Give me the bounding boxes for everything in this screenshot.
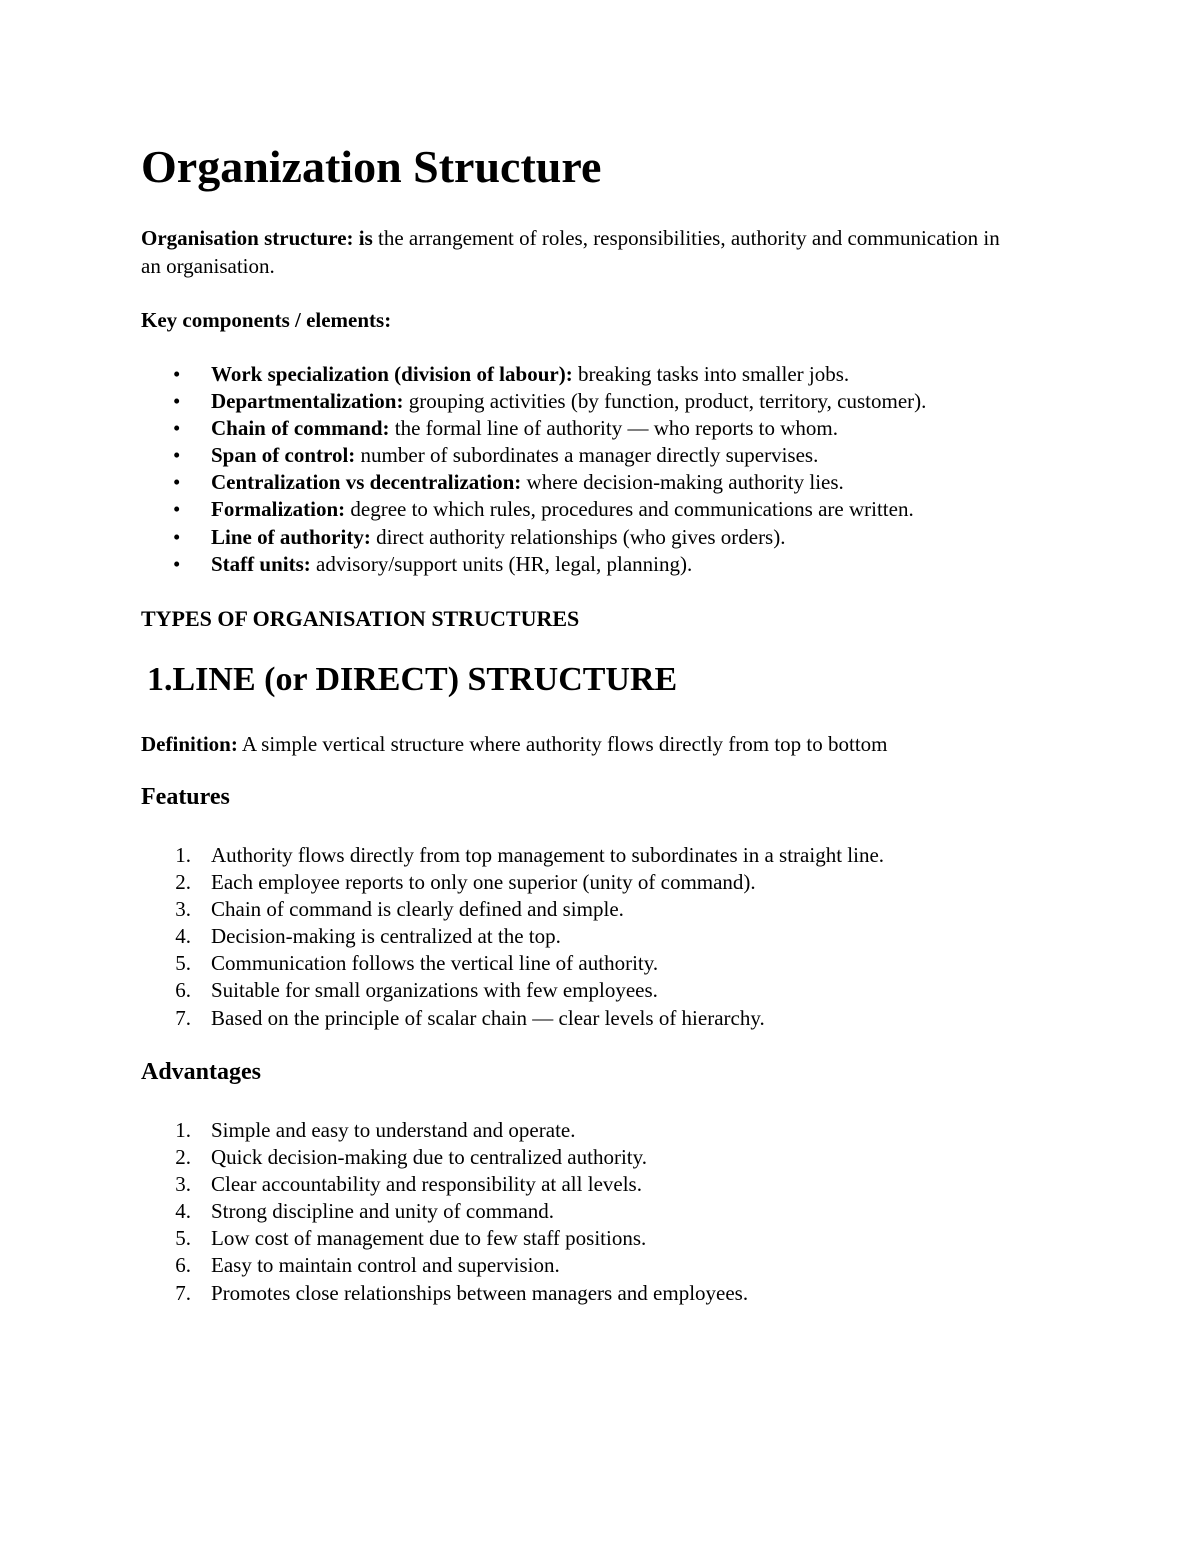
list-number: 3.	[175, 1172, 191, 1197]
list-item	[141, 923, 1041, 950]
component-text: breaking tasks into smaller jobs.	[572, 362, 850, 386]
list-number: 1.	[175, 843, 191, 867]
list-number: 5.	[175, 1226, 191, 1251]
advantages-list	[141, 1117, 1041, 1307]
feature-text: Suitable for small organizations with few employees.	[211, 978, 658, 1003]
component-term: Chain of command:	[211, 416, 390, 441]
bullet-icon: •	[173, 470, 181, 495]
component-term: Departmentalization:	[211, 389, 404, 414]
features-heading: Features	[141, 784, 230, 810]
advantages-heading: Advantages	[141, 1059, 262, 1085]
list-number: 6.	[175, 1253, 191, 1278]
component-text: grouping activities (by function, product, territory, customer).	[403, 389, 927, 414]
features-list	[141, 842, 1041, 1032]
list-item	[141, 361, 1041, 388]
feature-text: Each employee reports to only one superior (unity of command).	[211, 870, 756, 895]
component-term: Centralization vs decentralization:	[211, 470, 522, 495]
list-number: 7.	[175, 1280, 191, 1305]
list-item	[141, 842, 1041, 869]
component-text: direct authority relationships (who gives orders).	[370, 524, 786, 549]
list-number: 6.	[175, 978, 191, 1003]
feature-text: Authority flows directly from top management to subordinates in a straight line.	[211, 843, 885, 867]
definition-term: Organisation structure:	[141, 226, 354, 250]
list-item	[141, 1252, 1041, 1279]
component-term: Line of authority:	[211, 524, 371, 549]
list-number: 7.	[175, 1005, 191, 1030]
definition-paragraph	[141, 224, 1021, 280]
bullet-icon: •	[173, 524, 181, 549]
bullet-icon: •	[173, 389, 181, 414]
list-item	[141, 442, 1041, 469]
list-number: 5.	[175, 951, 191, 976]
component-text: the formal line of authority — who reports to whom.	[389, 416, 839, 441]
definition-label: Definition:	[141, 732, 238, 756]
list-item	[141, 1117, 1041, 1144]
component-text: number of subordinates a manager directly supervises.	[355, 443, 819, 468]
bullet-icon: •	[173, 362, 181, 386]
types-heading: TYPES OF ORGANISATION STRUCTURES	[141, 606, 580, 631]
advantage-text: Quick decision-making due to centralized authority.	[211, 1145, 647, 1170]
advantage-text: Easy to maintain control and supervision.	[211, 1253, 560, 1278]
component-term: Work specialization (division of labour):	[211, 362, 573, 386]
component-term: Span of control:	[211, 443, 356, 468]
bullet-icon: •	[173, 416, 181, 441]
component-term: Staff units:	[211, 551, 311, 576]
list-number: 2.	[175, 870, 191, 895]
list-item	[141, 869, 1041, 896]
list-number: 2.	[175, 1145, 191, 1170]
list-item	[141, 1171, 1041, 1198]
list-item	[141, 896, 1041, 923]
list-item	[141, 469, 1041, 496]
list-item	[141, 950, 1041, 977]
advantage-text: Simple and easy to understand and operate.	[211, 1118, 576, 1142]
list-number: 3.	[175, 897, 191, 922]
line-structure-heading: 1.LINE (or DIRECT) STRUCTURE	[147, 661, 678, 698]
advantage-text: Strong discipline and unity of command.	[211, 1199, 554, 1224]
components-heading: Key components / elements:	[141, 308, 392, 332]
list-number: 1.	[175, 1118, 191, 1142]
list-item	[141, 388, 1041, 415]
feature-text: Based on the principle of scalar chain — clear levels of hierarchy.	[211, 1005, 765, 1030]
list-item	[141, 1198, 1041, 1225]
component-text: advisory/support units (HR, legal, planning).	[310, 551, 693, 576]
list-item	[141, 1144, 1041, 1171]
feature-text: Chain of command is clearly defined and simple.	[211, 897, 624, 922]
list-item	[141, 977, 1041, 1004]
bullet-icon: •	[173, 443, 181, 468]
list-number: 4.	[175, 1199, 191, 1224]
bullet-icon: •	[173, 497, 181, 522]
document-title: Organization Structure	[141, 141, 602, 192]
definition-text: A simple vertical structure where authority flows directly from top to bottom	[237, 732, 888, 756]
list-item	[141, 524, 1041, 551]
list-number: 4.	[175, 924, 191, 949]
component-term: Formalization:	[211, 497, 346, 522]
bullet-icon: •	[173, 551, 181, 576]
line-structure-definition	[141, 730, 1021, 758]
advantage-text: Promotes close relationships between managers and employees.	[211, 1280, 749, 1305]
list-item	[141, 1280, 1041, 1307]
list-item	[141, 496, 1041, 523]
advantage-text: Clear accountability and responsibility at all levels.	[211, 1172, 642, 1197]
feature-text: Communication follows the vertical line of authority.	[211, 951, 659, 976]
components-list	[141, 361, 1041, 578]
feature-text: Decision-making is centralized at the top.	[211, 924, 561, 949]
definition-connector: is	[358, 226, 373, 250]
definition-text: the arrangement of roles, responsibilities, authority and communication in an organisation.	[141, 226, 1000, 278]
advantage-text: Low cost of management due to few staff positions.	[211, 1226, 647, 1251]
list-item	[141, 551, 1041, 578]
list-item	[141, 415, 1041, 442]
component-text: where decision-making authority lies.	[521, 470, 844, 495]
component-text: degree to which rules, procedures and communications are written.	[345, 497, 914, 522]
list-item	[141, 1225, 1041, 1252]
list-item	[141, 1005, 1041, 1032]
